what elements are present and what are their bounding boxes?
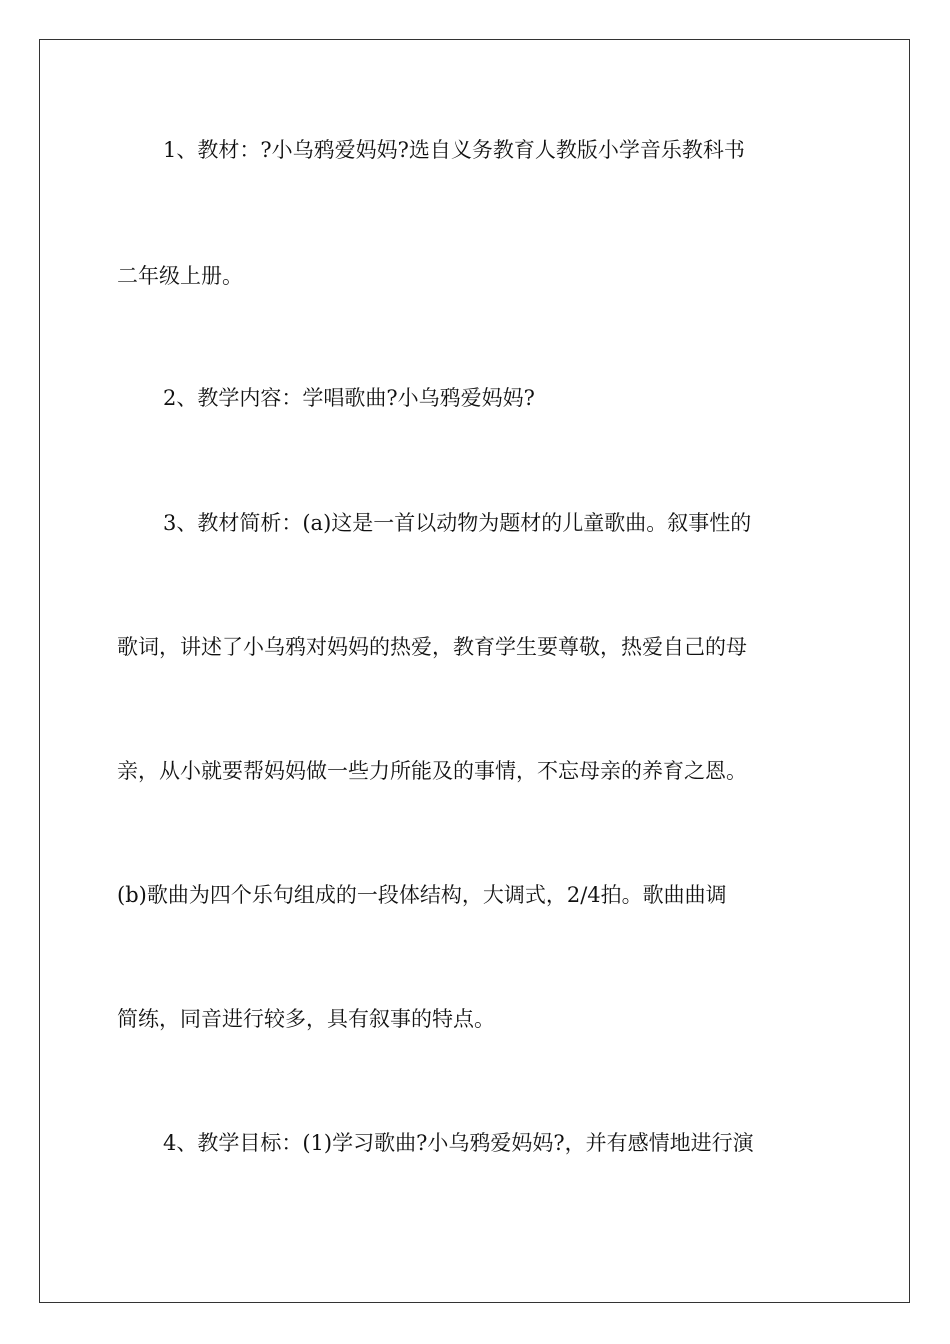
page-border [39,39,910,1303]
item-3-analysis-line-4: (b)歌曲为四个乐句组成的一段体结构，大调式，2/4拍。歌曲曲调 [117,883,727,907]
item-3-analysis-line-5: 简练，同音进行较多，具有叙事的特点。 [117,1007,495,1031]
item-3-analysis-line-2: 歌词，讲述了小乌鸦对妈妈的热爱，教育学生要尊敬，热爱自己的母 [117,635,747,659]
item-3-analysis-line-3: 亲，从小就要帮妈妈做一些力所能及的事情，不忘母亲的养育之恩。 [117,759,747,783]
item-3-analysis-line-1: 3、教材简析：(a)这是一首以动物为题材的儿童歌曲。叙事性的 [163,511,752,535]
item-1-materials-line-1: 1、教材：?小乌鸦爱妈妈?选自义务教育人教版小学音乐教科书 [163,138,745,162]
item-2-teaching-content: 2、教学内容：学唱歌曲?小乌鸦爱妈妈? [163,386,535,410]
item-4-objectives-line-1: 4、教学目标：(1)学习歌曲?小乌鸦爱妈妈?，并有感情地进行演 [163,1131,754,1155]
item-1-materials-line-2: 二年级上册。 [117,264,243,288]
